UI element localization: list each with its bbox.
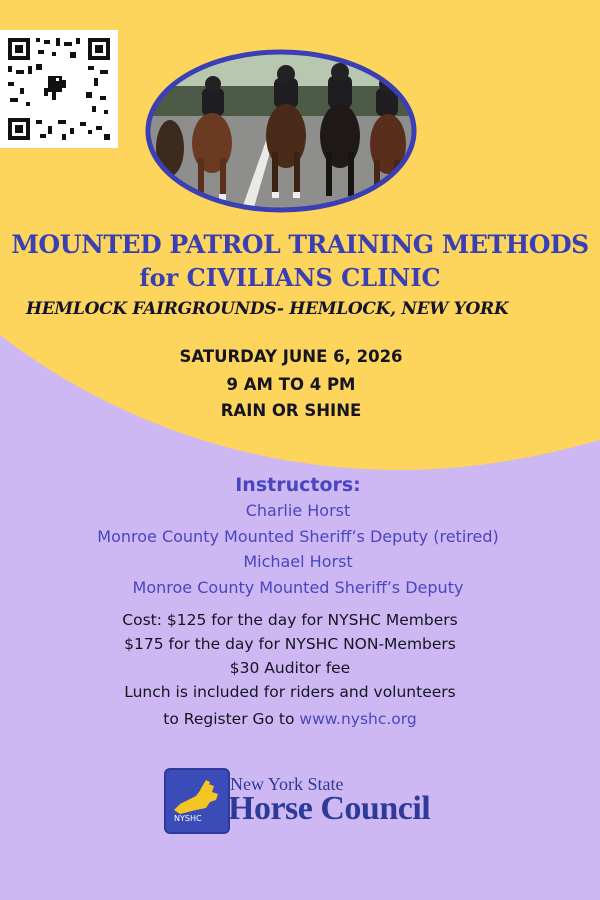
instructor-2-name: Michael Horst <box>243 552 353 571</box>
register-link[interactable]: www.nyshc.org <box>299 710 417 728</box>
venue-line: HEMLOCK FAIRGROUNDS- HEMLOCK, NEW YORK <box>26 299 509 319</box>
event-date: SATURDAY JUNE 6, 2026 <box>179 347 403 366</box>
event-weather-note: RAIN OR SHINE <box>220 401 362 420</box>
title-line-2: for CIVILIANS CLINIC <box>139 263 441 292</box>
instructor-2-title: Monroe County Mounted Sheriff’s Deputy <box>132 578 464 597</box>
nyshc-logo <box>164 768 454 832</box>
register-prefix: to Register Go to <box>163 710 295 728</box>
qr-code-icon <box>0 30 118 148</box>
nyshc-badge-text: NYSHC <box>174 814 202 823</box>
instructor-1-name: Charlie Horst <box>245 501 351 520</box>
cost-auditor: $30 Auditor fee <box>229 659 351 677</box>
cost-non-members: $175 for the day for NYSHC NON-Members <box>124 635 456 653</box>
register-line <box>0 710 580 728</box>
nyshc-badge <box>164 768 230 834</box>
logo-big-text: Horse Council <box>228 790 431 827</box>
title-line-1: MOUNTED PATROL TRAINING METHODS <box>11 230 589 259</box>
instructors-heading: Instructors: <box>235 474 361 496</box>
mounted-police-photo <box>144 48 418 214</box>
event-time: 9 AM TO 4 PM <box>226 375 356 394</box>
lunch-note: Lunch is included for riders and volunteers <box>124 683 456 701</box>
cost-members: Cost: $125 for the day for NYSHC Members <box>122 611 458 629</box>
instructor-1-title: Monroe County Mounted Sheriff’s Deputy (retired) <box>97 527 499 546</box>
qr-code[interactable] <box>0 30 118 148</box>
logo-small-text: New York State <box>230 774 344 794</box>
